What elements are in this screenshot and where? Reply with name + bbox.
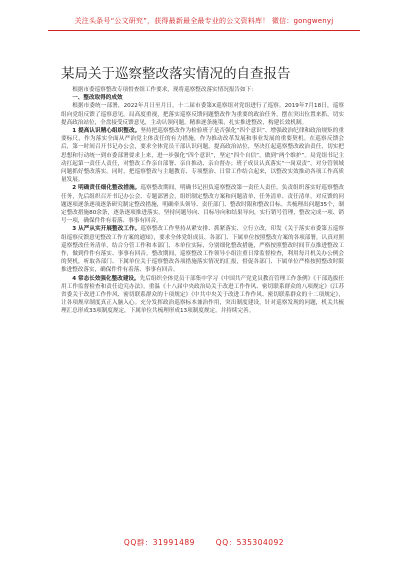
subheading-4: 4 常态长效强化整改建设。 <box>72 275 140 282</box>
paragraph-4 <box>61 225 344 274</box>
paragraph-3 <box>61 184 344 225</box>
section-heading-1: 一、整改取得的成效 <box>72 95 123 102</box>
paragraph-1: 根据市委统一部署，2022年月日至月日，十二届市委第X巡察组对党组进行了巡察。2019年7月18日，巡察组向党组反馈了巡察意见。局高度重视，把落实巡察反馈问题整改作为重要的政治任务，摆在突出位置来抓，切实提高政治站位，全盘接受反馈意见，主动认领问题，精准逐条施策，扎实推进整改，构建长效机制。 <box>61 103 344 126</box>
intro-paragraph: 根据市委巡察整改专项督查组工作要求，现将巡察整改落实情况报告如下： <box>72 87 257 93</box>
paragraph-3-text: 巡察整改期间，明确书记担负巡察整改第一责任人责任，负责组织落实好巡察整改任务，先后组织召开书记办公会、专题部署会，组织制定整改方案和问题清单、任务清单、责任清单，对反馈的问题逐项逐条逐项逐条研究制定整改措施，明确牵头领导、责任部门、整改时限和整改目标。共梳理出问题35个，制定整改措施80余条，逐条逐项推进落实。坚持问题导向、目标导向和结果导向，实行销号管理，整改完成一项、销号一项，确保件件有着落、事事有回音。 <box>61 185 344 225</box>
paragraph-5-text: 先后组织全体党员干部集中学习《中国共产党党员教育管理工作条例》《干部选拔任用工作监督检查和责任追究办法》，重温《十八届中央政治局关于改进工作作风、密切联系群众的八项规定》《江苏省委关于改进工作作风、密切联系群众的十项规定》《中共中央关于改进工作作风、密切联系群众的十二项规定》，让各项规章制度真正入脑入心。充分发挥政治巡察标本兼治作用，突出制度建设，针对巡察发现的问题，机关共梳理汇总形成33项制度规定，下属单位共梳理形成13项制度规定，并持续完善。 <box>61 275 344 315</box>
qq-group: QQ群：31991489 <box>123 538 195 547</box>
paragraph-2-text: 坚持把巡察整改作为检验班子是否强化“四个意识”、增强政治纪律和政治规矩的重要标尺，作为落实全面从严治党主体责任的有力措施，作为推动改革发展和事业发展的重要契机。在巡察反馈会后，第一时间召开书记办公会，要求全体党员干部认识问题，提高政治站位，坚决扛起巡察整改政治责任，切实把思想和行动统一到市委部署要求上来，进一步强化“四个意识”，坚定“四个自信”，做到“两个维护”。局党组书记主动扛起第一责任人责任，对整改工作亲自部署、亲自推动、亲自督办；班子成员认真落实“一岗双责”，对分管领域问题抓好整改落实。同时，把巡察整改与主题教育、专项整治、日常工作结合起来，以整改实效推动各项工作高质量发展。 <box>61 128 344 184</box>
subheading-1: 1 提高认识精心组织整改。 <box>72 128 141 135</box>
document-body <box>61 86 344 316</box>
subheading-3: 3 从严从实开展整改工作。 <box>72 226 141 233</box>
document-title: 某局关于巡察整改落实情况的自查报告 <box>61 66 291 82</box>
qq-contact: QQ：535304092 <box>215 538 285 547</box>
banner-divider <box>48 30 360 31</box>
paragraph-5 <box>61 275 344 316</box>
subheading-2: 2 明确责任细化整改措施。 <box>72 185 141 192</box>
contact-footer <box>0 537 408 548</box>
promo-banner: 关注头条号“公文研究”，获得最新最全最专业的公文资料库！ 微信：gongwenyj <box>74 17 334 25</box>
paragraph-4-text: 巡察整改工作坚持从紧安排、抓紧落实、立行立改，印发《关于落实市委第五巡察组巡察反馈意见整改工作方案的通知》，要求全体党组成员、各部门、下属单位按照整改方案的各项部署，认真对照巡察整改任务清单，结合分管工作和本部门、本单位实际，分别细化整改措施，严格按照整改时间节点推进整改工作，做到件件有落实、事事有回音。整改期间，巡察整改工作领导小组注重日常监督检查，利用每月机关办公例会的契机，听取各部门、下属单位关于巡察整改各项措施落实情况的汇报，督促各部门、下属单位严格按照整改时限推进整改落实，确保件件有着落、事事有回音。 <box>61 226 344 274</box>
paragraph-2 <box>61 127 344 184</box>
